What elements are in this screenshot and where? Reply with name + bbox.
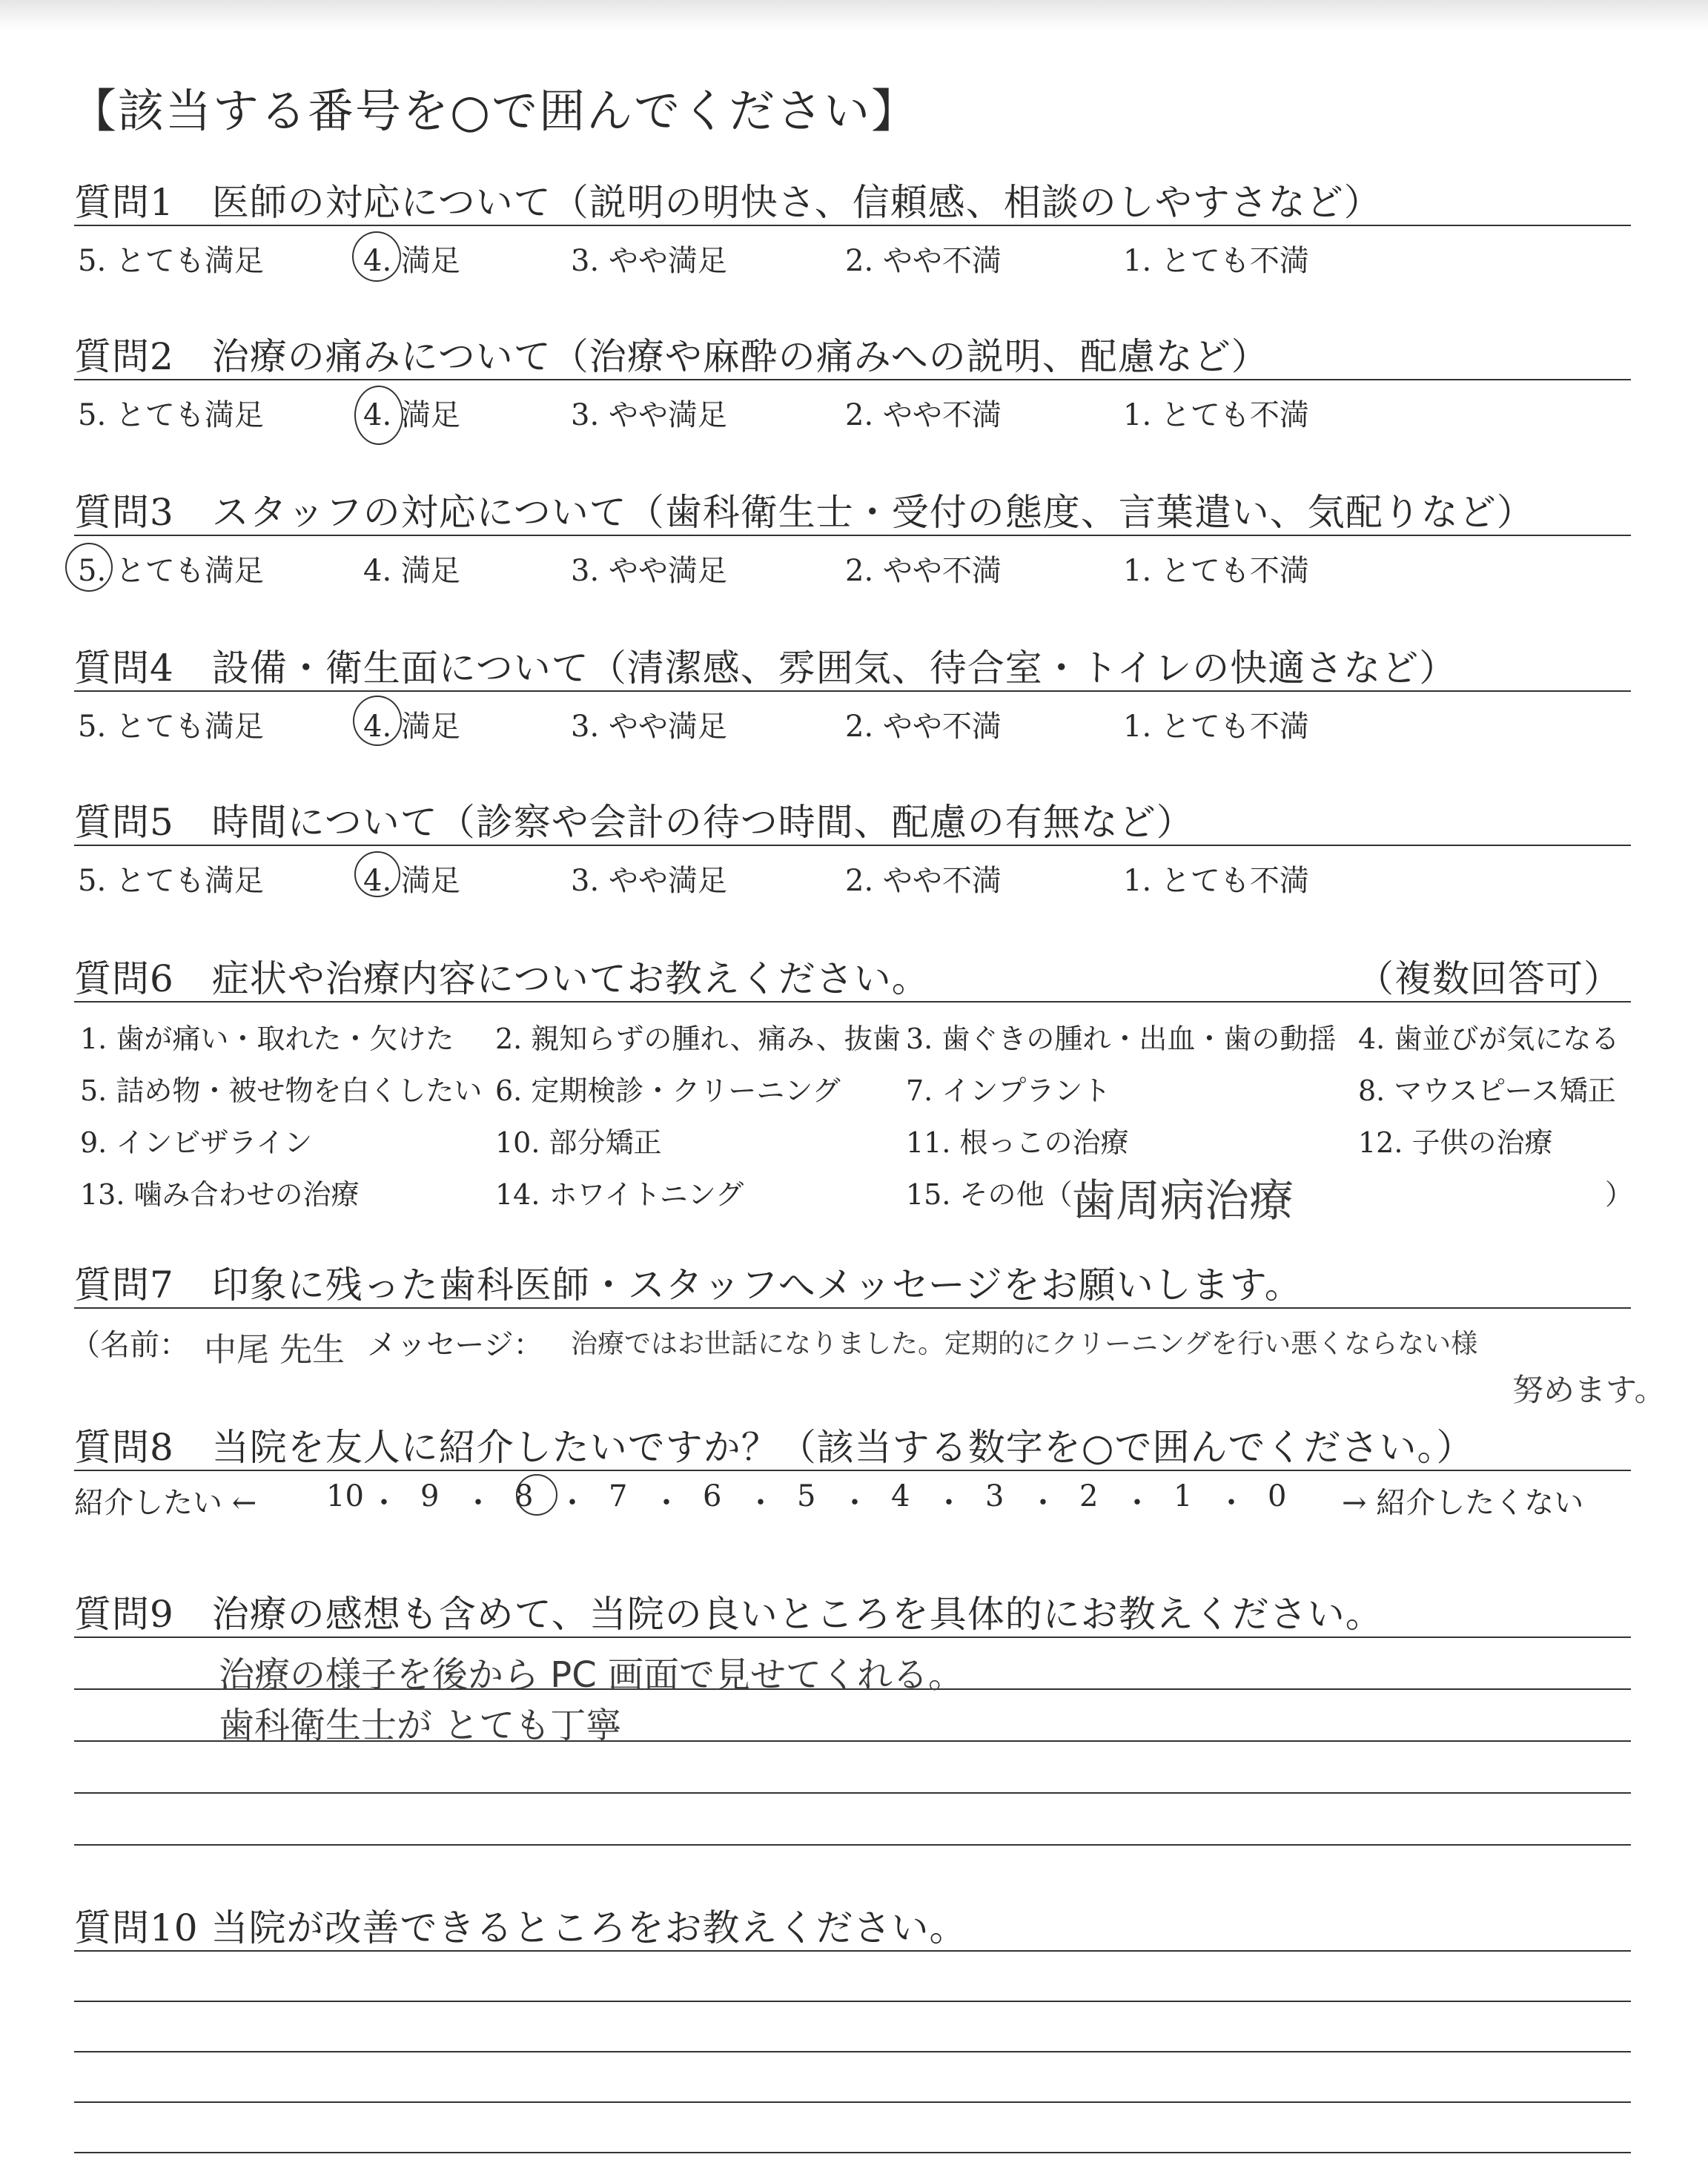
q6-option-6[interactable]: 6. 定期検診・クリーニング	[495, 1074, 841, 1107]
q9-rule-5	[74, 1844, 1631, 1846]
q8-selection-circle	[516, 1474, 557, 1516]
q8-separator-dot: ・	[1217, 1486, 1246, 1520]
q2-option-4[interactable]: 4. 満足	[363, 398, 460, 432]
q6-title: 質問6 症状や治療内容についてお教えください。	[74, 957, 930, 1000]
q5-title: 質問5 時間について（診察や会計の待つ時間、配慮の有無など）	[74, 801, 1194, 844]
q9-handwriting-line1: 治療の様子を後から PC 画面で見せてくれる。	[219, 1654, 964, 1696]
q6-multiple-note: （複数回答可）	[1357, 957, 1621, 1000]
q4-rule	[74, 690, 1631, 692]
q6-other-close: ）	[1605, 1178, 1634, 1211]
q4-option-2[interactable]: 2. やや不満	[845, 710, 1002, 744]
q8-separator-dot: ・	[369, 1486, 399, 1520]
q6-option-13[interactable]: 13. 噛み合わせの治療	[80, 1178, 360, 1211]
q2-selection-circle	[354, 386, 403, 445]
q10-rule-1	[74, 1950, 1631, 1952]
q5-option-2[interactable]: 2. やや不満	[845, 864, 1002, 898]
q8-number-7[interactable]: 7	[609, 1479, 628, 1513]
q2-option-1[interactable]: 1. とても不満	[1123, 398, 1309, 432]
q6-option-2[interactable]: 2. 親知らずの腫れ、痛み、抜歯	[495, 1023, 901, 1055]
q6-rule	[74, 1001, 1631, 1003]
q6-option-7[interactable]: 7. インプラント	[906, 1074, 1111, 1107]
q3-option-1[interactable]: 1. とても不満	[1123, 554, 1309, 588]
q8-number-8[interactable]: 8	[514, 1479, 534, 1513]
q8-number-6[interactable]: 6	[703, 1479, 722, 1513]
q7-rule	[74, 1307, 1631, 1309]
q6-option-10[interactable]: 10. 部分矯正	[495, 1126, 662, 1159]
q5-rule	[74, 845, 1631, 846]
q8-number-3[interactable]: 3	[985, 1479, 1004, 1513]
q4-option-4[interactable]: 4. 満足	[363, 710, 460, 744]
q6-option-9[interactable]: 9. インビザライン	[80, 1126, 313, 1159]
q2-option-2[interactable]: 2. やや不満	[845, 398, 1002, 432]
q1-option-2[interactable]: 2. やや不満	[845, 244, 1002, 278]
q7-message-handwriting-line2: 努めます。	[1512, 1372, 1666, 1408]
q8-separator-dot: ・	[840, 1486, 870, 1520]
q3-option-3[interactable]: 3. やや満足	[571, 554, 727, 588]
q1-option-5[interactable]: 5. とても満足	[78, 244, 264, 278]
q8-number-1[interactable]: 1	[1174, 1479, 1193, 1513]
q8-number-10[interactable]: 10	[326, 1479, 364, 1513]
q6-option-5[interactable]: 5. 詰め物・被せ物を白くしたい	[80, 1074, 483, 1107]
q5-option-3[interactable]: 3. やや満足	[571, 864, 727, 898]
q7-name-handwriting: 中尾 先生	[204, 1331, 345, 1369]
q10-rule-4	[74, 2101, 1631, 2103]
q2-title: 質問2 治療の痛みについて（治療や麻酔の痛みへの説明、配慮など）	[74, 335, 1269, 378]
scan-top-edge	[0, 0, 1708, 30]
q1-option-4[interactable]: 4. 満足	[363, 244, 460, 278]
q4-title: 質問4 設備・衛生面について（清潔感、雰囲気、待合室・トイレの快適さなど）	[74, 647, 1457, 690]
q8-separator-dot: ・	[652, 1486, 681, 1520]
q6-option-8[interactable]: 8. マウスピース矯正	[1358, 1074, 1616, 1107]
q6-other-handwriting: 歯周病治療	[1071, 1175, 1294, 1227]
q8-number-9[interactable]: 9	[420, 1479, 440, 1513]
q8-number-5[interactable]: 5	[797, 1479, 816, 1513]
q3-option-4[interactable]: 4. 満足	[363, 554, 460, 588]
page-heading: 【該当する番号を○で囲んでください】	[70, 84, 919, 138]
q8-number-0[interactable]: 0	[1268, 1479, 1287, 1513]
q6-option-15[interactable]: 15. その他（	[906, 1178, 1073, 1211]
q8-left-label: 紹介したい ←	[74, 1486, 257, 1520]
q6-option-4[interactable]: 4. 歯並びが気になる	[1358, 1023, 1620, 1055]
q10-rule-2	[74, 2001, 1631, 2002]
q9-handwriting-line2: 歯科衛生士が とても丁寧	[219, 1705, 622, 1746]
q4-option-1[interactable]: 1. とても不満	[1123, 710, 1309, 744]
q6-option-12[interactable]: 12. 子供の治療	[1358, 1126, 1553, 1159]
q1-option-1[interactable]: 1. とても不満	[1123, 244, 1309, 278]
q8-rule	[74, 1470, 1631, 1471]
q8-separator-dot: ・	[557, 1486, 587, 1520]
q6-option-11[interactable]: 11. 根っこの治療	[906, 1126, 1129, 1159]
q8-separator-dot: ・	[1122, 1486, 1152, 1520]
q6-option-14[interactable]: 14. ホワイトニング	[495, 1178, 744, 1211]
q3-selection-circle	[65, 543, 113, 592]
q2-option-3[interactable]: 3. やや満足	[571, 398, 727, 432]
q10-rule-3	[74, 2051, 1631, 2052]
q8-title: 質問8 当院を友人に紹介したいですか？（該当する数字を○で囲んでください。）	[74, 1426, 1474, 1469]
q7-title: 質問7 印象に残った歯科医師・スタッフへメッセージをお願いします。	[74, 1264, 1302, 1307]
q8-separator-dot: ・	[1028, 1486, 1058, 1520]
q8-number-2[interactable]: 2	[1079, 1479, 1099, 1513]
q1-option-3[interactable]: 3. やや満足	[571, 244, 727, 278]
q5-option-4[interactable]: 4. 満足	[363, 864, 460, 898]
q9-rule-1	[74, 1636, 1631, 1638]
q4-option-3[interactable]: 3. やや満足	[571, 710, 727, 744]
q5-selection-circle	[354, 851, 400, 897]
q6-option-3[interactable]: 3. 歯ぐきの腫れ・出血・歯の動揺	[906, 1023, 1337, 1055]
q8-separator-dot: ・	[746, 1486, 775, 1520]
q5-option-5[interactable]: 5. とても満足	[78, 864, 264, 898]
q8-separator-dot: ・	[934, 1486, 964, 1520]
q2-option-5[interactable]: 5. とても満足	[78, 398, 264, 432]
q10-rule-5	[74, 2152, 1631, 2153]
q7-message-label: メッセージ：	[367, 1328, 543, 1362]
q1-title: 質問1 医師の対応について（説明の明快さ、信頼感、相談のしやすさなど）	[74, 181, 1382, 224]
q8-number-4[interactable]: 4	[891, 1479, 910, 1513]
q6-option-1[interactable]: 1. 歯が痛い・取れた・欠けた	[80, 1023, 454, 1055]
q4-option-5[interactable]: 5. とても満足	[78, 710, 264, 744]
q1-selection-circle	[352, 231, 401, 282]
q1-rule	[74, 225, 1631, 226]
q3-option-5[interactable]: 5. とても満足	[78, 554, 264, 588]
q3-rule	[74, 535, 1631, 536]
q7-message-handwriting-line1: 治療ではお世話になりました。定期的にクリーニングを行い悪くならない様	[571, 1329, 1478, 1359]
q10-title: 質問10 当院が改善できるところをお教えください。	[74, 1906, 967, 1949]
q2-rule	[74, 379, 1631, 380]
q9-title: 質問9 治療の感想も含めて、当院の良いところを具体的にお教えください。	[74, 1593, 1383, 1636]
q7-name-label: （名前：	[70, 1328, 189, 1362]
q5-option-1[interactable]: 1. とても不満	[1123, 864, 1309, 898]
q4-selection-circle	[353, 696, 402, 746]
q8-right-label: → 紹介したくない	[1342, 1486, 1584, 1520]
q3-option-2[interactable]: 2. やや不満	[845, 554, 1002, 588]
q3-title: 質問3 スタッフの対応について（歯科衛生士・受付の態度、言葉遣い、気配りなど）	[74, 491, 1535, 534]
q8-separator-dot: ・	[463, 1486, 493, 1520]
q9-rule-4	[74, 1792, 1631, 1794]
